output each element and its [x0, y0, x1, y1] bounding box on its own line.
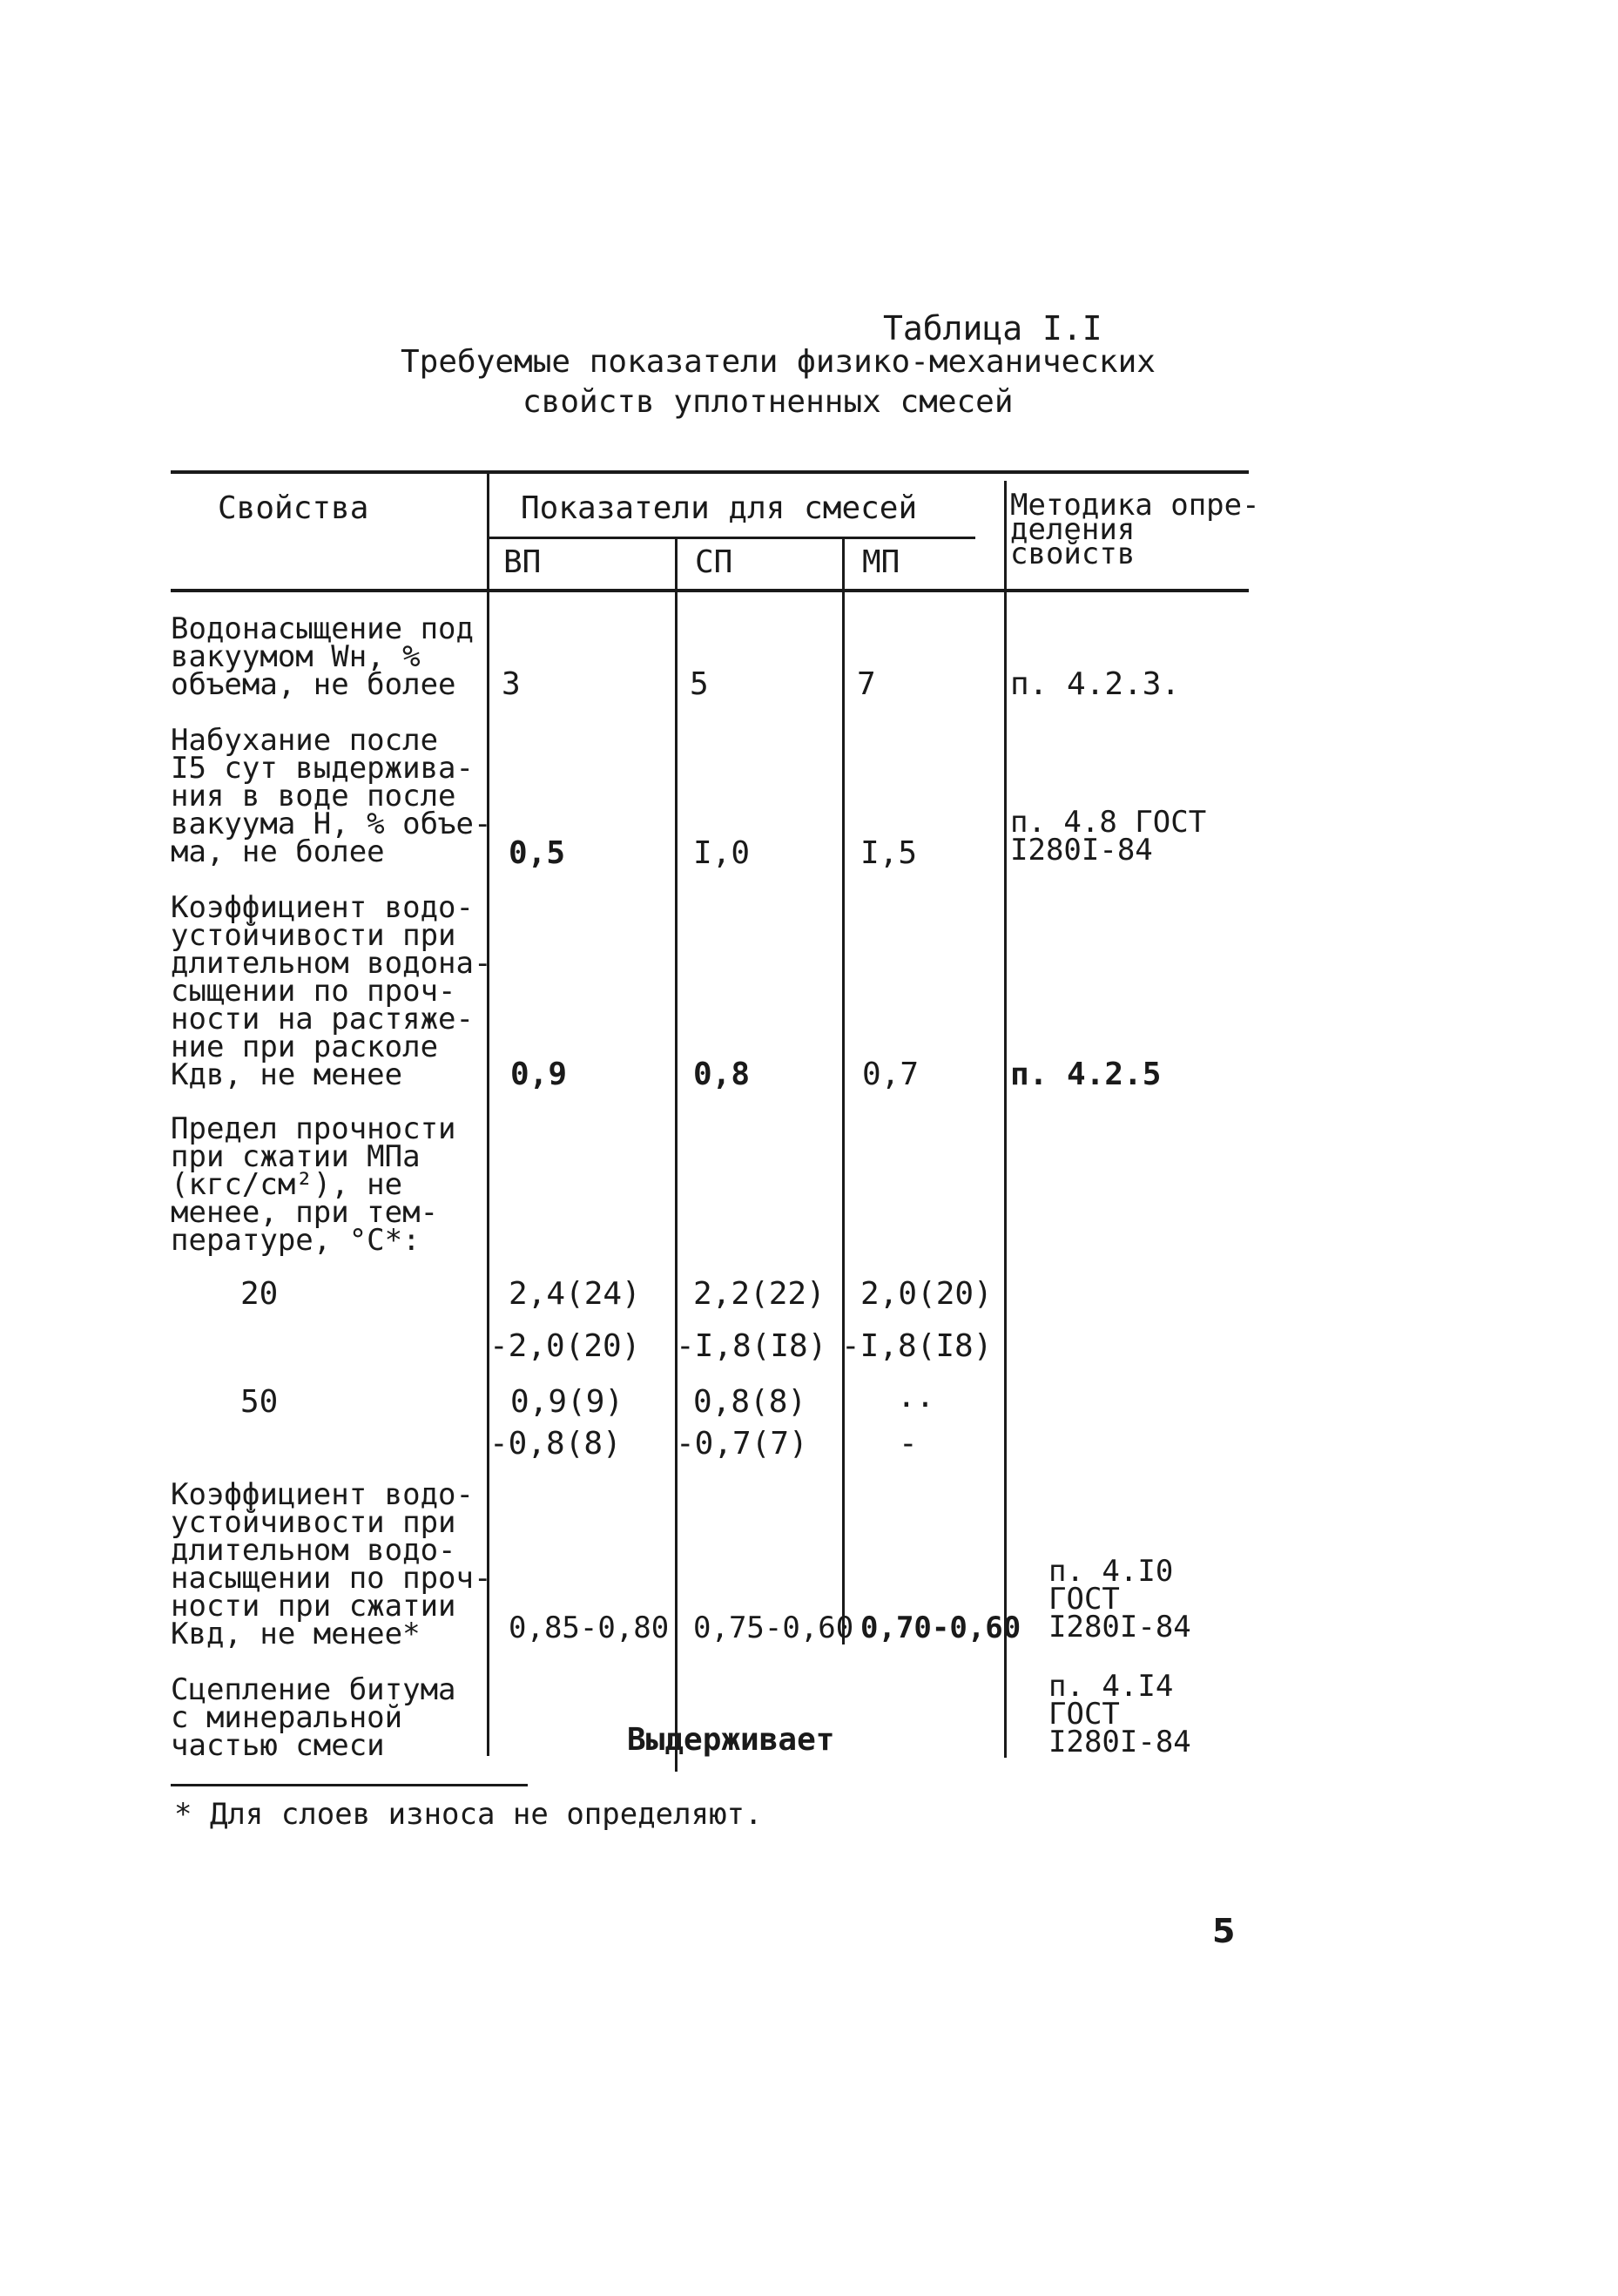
- row1-method: п. 4.2.3.: [1010, 666, 1181, 702]
- row2-vp: 0,5: [509, 835, 566, 871]
- header-method: Методика опре- деления свойств: [1010, 488, 1260, 571]
- row3-property: Коэффициент водо- устойчивости при длительном водона- сыщении по проч- ности на растяже- ние при расколе Кдв, не менее: [171, 890, 492, 1092]
- table-label: Таблица I.I: [883, 309, 1102, 348]
- row4-sp-50-min: -0,7(7): [676, 1426, 808, 1462]
- row5-vp: 0,85-0,80: [509, 1611, 670, 1645]
- row6-merged-value: Выдерживает: [627, 1722, 835, 1758]
- header-vp: ВП: [503, 544, 542, 580]
- row4-sp-20: 2,2(22): [693, 1276, 826, 1312]
- header-mp: МП: [862, 544, 900, 580]
- row3-sp: 0,8: [693, 1057, 751, 1092]
- table-title-line1: Требуемые показатели физико-механических: [401, 344, 1156, 380]
- row1-property: Водонасыщение под вакуумом Wн, % объема, не более: [171, 611, 474, 702]
- row4-property: Предел прочности при сжатии МПа (кгс/см²), не менее, при тем- пературе, °С*:: [171, 1111, 456, 1258]
- subheader-rule: [488, 537, 975, 539]
- row4-vp-50-min: -0,8(8): [489, 1426, 622, 1462]
- row1-mp: 7: [857, 666, 876, 702]
- row5-mp: 0,70-0,60: [860, 1611, 1021, 1645]
- row1-sp: 5: [690, 666, 709, 702]
- row4-mp-50: ..: [897, 1379, 935, 1415]
- row4-sp-50: 0,8(8): [693, 1384, 807, 1420]
- table-title-line2: свойств уплотненных смесей: [522, 384, 1014, 420]
- row3-vp: 0,9: [510, 1057, 568, 1092]
- row5-sp: 0,75-0,60: [693, 1611, 854, 1645]
- header-indicators: Показатели для смесей: [521, 490, 918, 526]
- column-divider-method: [1004, 481, 1007, 1758]
- table-top-rule: [171, 470, 1249, 474]
- header-properties: Свойства: [218, 490, 369, 526]
- row5-method: п. 4.I0 ГОСТ I280I-84: [1048, 1554, 1191, 1644]
- row6-method: п. 4.I4 ГОСТ I280I-84: [1048, 1669, 1191, 1759]
- row4-vp-20-min: -2,0(20): [489, 1328, 641, 1364]
- row2-mp: I,5: [860, 835, 918, 871]
- row4-sp-20-min: -I,8(I8): [676, 1328, 827, 1364]
- row4-mp-20-min: -I,8(I8): [841, 1328, 993, 1364]
- footnote: * Для слоев износа не определяют.: [174, 1797, 763, 1832]
- row4-vp-20: 2,4(24): [509, 1276, 641, 1312]
- row2-method: п. 4.8 ГОСТ I280I-84: [1010, 805, 1207, 868]
- row2-property: Набухание после I5 сут выдержива- ния в воде после вакуума Н, % объе- ма, не более: [171, 723, 492, 869]
- row5-property: Коэффициент водо- устойчивости при длительном водо- насыщении по проч- ности при сжатии Квд, не менее*: [171, 1477, 492, 1651]
- column-divider-sp-mp: [842, 538, 845, 1644]
- page-number: 5: [1212, 1912, 1236, 1950]
- column-divider-vp-sp: [675, 538, 678, 1772]
- row4-mp-50-min: -: [899, 1426, 918, 1462]
- row2-sp: I,0: [693, 835, 751, 871]
- header-sp: СП: [695, 544, 733, 580]
- row1-vp: 3: [502, 666, 521, 702]
- row4-vp-50: 0,9(9): [510, 1384, 624, 1420]
- row4-mp-20: 2,0(20): [860, 1276, 993, 1312]
- header-bottom-rule: [171, 589, 1249, 592]
- row3-mp: 0,7: [862, 1057, 920, 1092]
- row6-property: Сцепление битума с минеральной частью смеси: [171, 1672, 456, 1763]
- row4-temp-20: 20: [240, 1276, 279, 1312]
- row3-method: п. 4.2.5: [1010, 1057, 1162, 1092]
- row4-temp-50: 50: [240, 1384, 279, 1420]
- footnote-rule: [171, 1784, 528, 1786]
